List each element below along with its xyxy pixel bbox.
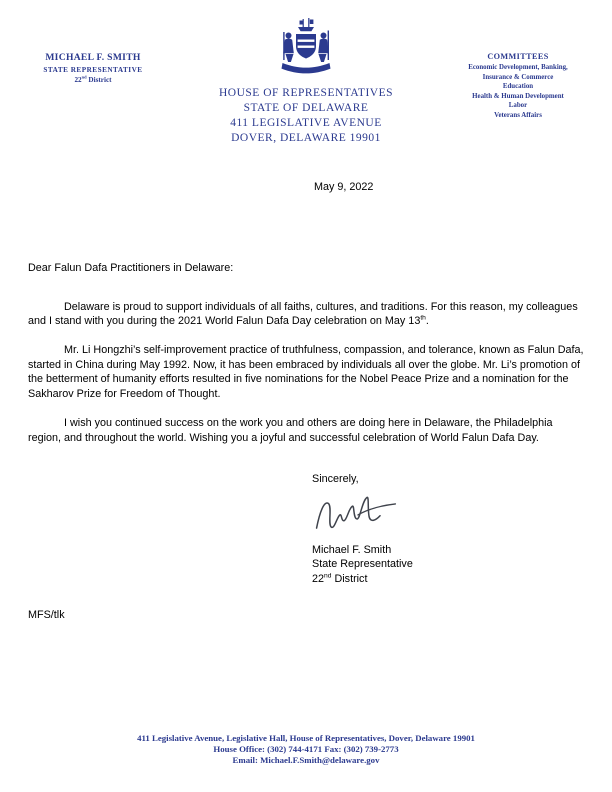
letter-body [28, 261, 585, 460]
ordinal-suffix: th [420, 314, 426, 322]
committee-line: Education [502, 83, 534, 91]
sender-district [28, 76, 158, 84]
ordinal-suffix: nd [324, 572, 332, 580]
closing-block [312, 472, 413, 586]
closing-word: Sincerely, [312, 473, 359, 485]
sender-district-word: District [86, 76, 112, 84]
paragraph-1 [28, 300, 585, 329]
letter-date: May 9, 2022 [314, 181, 374, 193]
signature-district-number: 22 [312, 572, 325, 585]
signature-name: Michael F. Smith [312, 543, 392, 556]
ordinal-suffix: nd [81, 74, 87, 80]
committee-line: Labor [508, 102, 528, 110]
paragraph-3: I wish you continued success on the work you and others are doing here in Delaware, the Philadelphia region, and throughout the world. Wishing you a joyful and successful celebration of World Falun Dafa Day. [28, 417, 553, 444]
signature-district [312, 572, 413, 587]
paragraph-2: Mr. Li Hongzhi’s self-improvement practice of truthfulness, compassion, and tolerance, known as Falun Dafa, started in China during May 1992. Now, it has been embraced by individuals all over the globe. Mr. Li’s promotion of the betterment of humanity efforts resulted in five nominations for the Nobel Peace Prize and a nomination for the Sakharov Prize for Freedom of Thought. [28, 344, 584, 401]
signature-title: State Representative [312, 558, 413, 571]
office-line-2: STATE OF DELAWARE [243, 102, 369, 114]
delaware-coat-of-arms-icon [269, 16, 343, 83]
footer-phone-line: House Office: (302) 744-4171 Fax: (302) 739-2773 [213, 744, 399, 754]
sender-title: STATE REPRESENTATIVE [43, 65, 143, 74]
sender-name: MICHAEL F. SMITH [45, 52, 141, 63]
office-line-3: 411 LEGISLATIVE AVENUE [230, 117, 382, 129]
paragraph-1-text: Delaware is proud to support individuals of all faiths, cultures, and traditions. For this reason, my colleagues and I stand with you during the 2021 World Falun Dafa Day celebration on May 13 [28, 300, 578, 328]
footer [0, 733, 612, 766]
paragraph-1-period: . [425, 315, 429, 328]
footer-address-line: 411 Legislative Avenue, Legislative Hall, House of Representatives, Dover, Delaware 19901 [137, 733, 475, 743]
sender-block [28, 52, 158, 84]
salutation: Dear Falun Dafa Practitioners in Delaware: [28, 262, 234, 274]
committees-block [440, 52, 596, 121]
signature-image [309, 491, 403, 540]
committees-heading: COMMITTEES [487, 52, 549, 61]
committee-line: Veterans Affairs [494, 111, 542, 119]
signature-district-word: District [331, 572, 368, 585]
sender-district-number: 22 [74, 76, 82, 84]
committee-line: Insurance & Commerce [482, 73, 554, 81]
committee-line: Economic Development, Banking, [468, 64, 568, 71]
footer-email-line: Email: Michael.F.Smith@delaware.gov [232, 755, 380, 765]
committee-line: Health & Human Development [472, 92, 564, 100]
office-line-1: HOUSE OF REPRESENTATIVES [218, 87, 393, 99]
typist-reference: MFS/tlk [28, 609, 65, 621]
office-line-4: DOVER, DELAWARE 19901 [231, 132, 381, 144]
